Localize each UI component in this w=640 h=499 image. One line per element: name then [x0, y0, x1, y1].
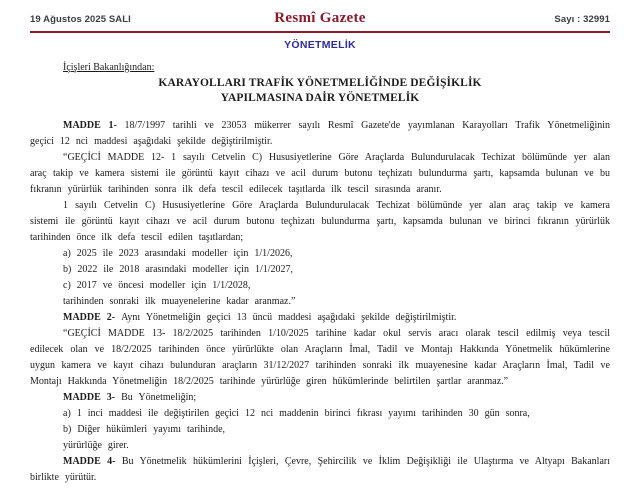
- gazette-date: 19 Ağustos 2025 SALI: [30, 14, 131, 25]
- paragraph: a) 1 inci maddesi ile değiştirilen geçici 12 nci maddenin birinci fıkrası yayımı tarihinden 30 gün sonra,: [63, 408, 530, 419]
- paragraph: c) 2017 ve öncesi modeller için 1/1/2028,: [63, 280, 251, 291]
- paragraph: “GEÇİCİ MADDE 13- 18/2/2025 tarihinden 1/10/2025 tarihine kadar okul servis aracı olarak tescil edilmiş veya tescil edilecek olan ve 18/2/2025 tarihinden önce yürürlükte olan Araçların İmal, Tadil ve Montajı Hakkında Yönetmelik hükümlerine uygun kamera ve kayıt cihazı bulunduran araçların 31/12/2027 tarihinden sonraki ilk muayenesine kadar Araçların İmal, Tadil ve Montajı Hakkında Yönetmeliğin 18/2/2025 tarihinde yürürlüğe giren hükümlerinde belirtilen şartlar aranmaz.”: [30, 328, 610, 387]
- paragraph: b) 2022 ile 2018 arasındaki modeller için 1/1/2027,: [63, 264, 294, 275]
- paragraph: tarihinden sonraki ilk muayenelerine kadar aranmaz.”: [63, 296, 296, 307]
- paragraph: MADDE 2- Aynı Yönetmeliğin geçici 13 üncü maddesi aşağıdaki şekilde değiştirilmiştir.: [63, 312, 457, 323]
- article-lead: MADDE 4-: [63, 456, 122, 467]
- paragraph: a) 2025 ile 2023 arasındaki modeller için 1/1/2026,: [63, 248, 293, 259]
- article-lead: MADDE 3-: [63, 392, 122, 403]
- paragraph: b) Diğer hükümleri yayımı tarihinde,: [63, 424, 226, 435]
- regulation-title: [30, 76, 610, 105]
- regulation-title-line-2: YAPILMASINA DAİR YÖNETMELİK: [220, 91, 420, 104]
- article-lead: MADDE 1-: [63, 120, 125, 131]
- regulation-title-line-1: KARAYOLLARI TRAFİK YÖNETMELİĞİNDE DEĞİŞİKLİK: [158, 77, 482, 89]
- gazette-issue-number: Sayı : 32991: [554, 14, 611, 25]
- gazette-header: [30, 0, 610, 33]
- gazette-masthead: Resmî Gazete: [274, 10, 366, 26]
- paragraph: yürürlüğe girer.: [63, 440, 129, 451]
- paragraph: 1 sayılı Cetvelin C) Hususiyetlerine Göre Araçlarda Bulundurulacak Techizat bölümünde yer alan araç takip ve kamera sistemi ile görüntü kayıt cihazı ve acil durum butonu teçhizatı bulundurma şartı, kapsamda bulunan ve birinci fıkranın yürürlük tarihinden önce ilk defa tescil edilen taşıtlardan;: [30, 200, 610, 243]
- issuer-line: İçişleri Bakanlığından:: [63, 62, 155, 73]
- paragraph: MADDE 3- Bu Yönetmeliğin;: [63, 392, 197, 403]
- paragraph: “GEÇİCİ MADDE 12- 1 sayılı Cetvelin C) Hususiyetlerine Göre Araçlarda Bulundurulacak Techizat bölümünde yer alan araç takip ve kamera sistemi ile görüntü kayıt cihazı ve acil durum butonu teçhizatı bulundurma şartı, kapsamda bulunan ve bu fıkranın yürürlük tarihinden sonra ilk defa tescil edilecek taşıtlarda ilk tescil sırasında aranır.: [30, 152, 610, 195]
- section-heading: YÖNETMELİK: [284, 39, 356, 51]
- paragraph: MADDE 1- 18/7/1997 tarihli ve 23053 mükerrer sayılı Resmî Gazete'de yayımlanan Karayolları Trafik Yönetmeliğinin geçici 12 nci maddesi aşağıdaki şekilde değiştirilmiştir.: [30, 120, 610, 147]
- document-body: [30, 118, 610, 486]
- article-lead: MADDE 2-: [63, 312, 122, 323]
- paragraph: MADDE 4- Bu Yönetmelik hükümlerini İçişleri, Çevre, Şehircilik ve İklim Değişikliği ile Ulaştırma ve Altyapı Bakanları birlikte yürütür.: [30, 456, 610, 483]
